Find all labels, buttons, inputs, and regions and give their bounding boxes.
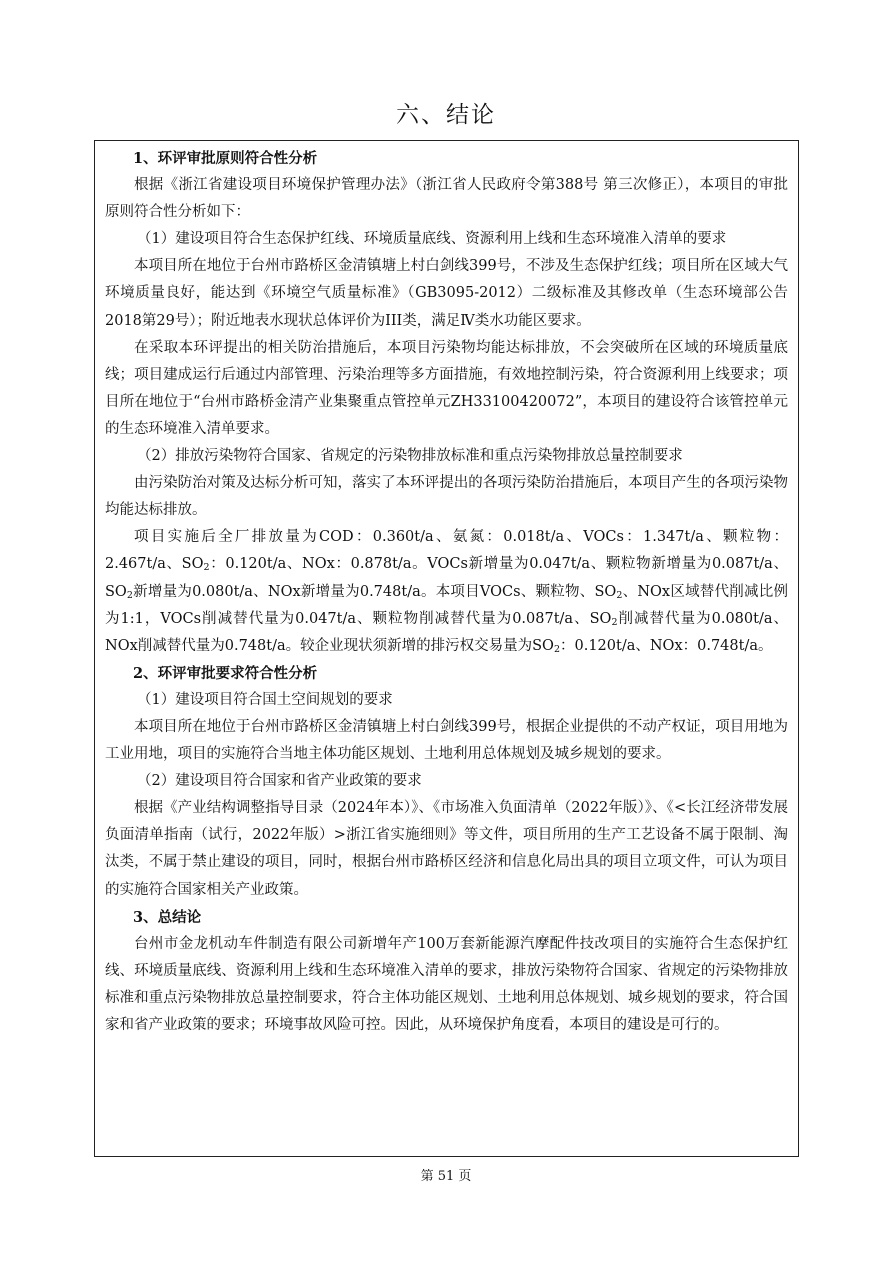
emissions-text-d: 、NOx区域替代削减比例为1:1，VOCs削减替代量为0.047t/a、颗粒物削减替代量为0.087t/a、SO xyxy=(105,583,788,627)
subscript-2: 2 xyxy=(611,616,618,628)
emissions-text-e: 削减替代量为0.080t/a、NOx削减替代量为0.748t/a。较企业现状须新增的排污权交易量为SO xyxy=(105,610,788,654)
subscript-2: 2 xyxy=(616,589,623,601)
section-1-paragraph-1: 本项目所在地位于台州市路桥区金清镇塘上村白剑线399号，不涉及生态保护红线；项目所在区域大气环境质量良好，能达到《环境空气质量标准》（GB3095-2012）二级标准及其修改单（生态环境部公告2018第29号）；附近地表水现状总体评价为III类，满足Ⅳ类水功能区要求。 xyxy=(105,258,788,329)
subscript-2: 2 xyxy=(126,589,133,601)
conclusion-content xyxy=(95,141,798,1039)
subscript-2: 2 xyxy=(203,562,210,574)
section-1-paragraph-3: 由污染防治对策及达标分析可知，落实了本环评提出的各项污染防治措施后，本项目产生的各项污染物均能达标排放。 xyxy=(105,475,788,519)
section-3-paragraph-1: 台州市金龙机动车件制造有限公司新增年产100万套新能源汽摩配件技改项目的实施符合生态保护红线、环境质量底线、资源利用上线和生态环境准入清单的要求，排放污染物符合国家、省规定的污染物排放标准和重点污染物排放总量控制要求，符合主体功能区规划、土地利用总体规划、城乡规划的要求，符合国家和省产业政策的要求；环境事故风险可控。因此，从环境保护角度看，本项目的建设是可行的。 xyxy=(105,935,788,1033)
conclusion-table xyxy=(94,140,799,1157)
emissions-text-b: ：0.120t/a、NOx：0.878t/a。VOCs新增量为0.047t/a、颗粒物新增量为0.087t/a、SO xyxy=(105,556,788,600)
section-1-sub-1: （1）建设项目符合生态保护红线、环境质量底线、资源利用上线和生态环境准入清单的要求 xyxy=(137,231,727,248)
section-1-emissions-paragraph xyxy=(105,524,788,659)
subscript-2: 2 xyxy=(553,643,560,655)
section-1-intro: 根据《浙江省建设项目环境保护管理办法》（浙江省人民政府令第388号 第三次修正），本项目的审批原则符合性分析如下： xyxy=(105,177,788,221)
emissions-text-f: ：0.120t/a、NOx：0.748t/a。 xyxy=(560,637,773,654)
section-2-sub-2: （2）建设项目符合国家和省产业政策的要求 xyxy=(137,773,422,790)
emissions-text-a: 项目实施后全厂排放量为COD：0.360t/a、氨氮：0.018t/a、VOCs：1.347t/a、颗粒物：2.467t/a、SO xyxy=(105,529,788,573)
section-1-heading: 1、环评审批原则符合性分析 xyxy=(133,150,318,167)
section-1-sub-2: （2）排放污染物符合国家、省规定的污染物排放标准和重点污染物排放总量控制要求 xyxy=(137,448,683,465)
section-2-heading: 2、环评审批要求符合性分析 xyxy=(133,664,318,682)
page-title: 六、结论 xyxy=(396,102,496,128)
section-1-paragraph-2: 在采取本环评提出的相关防治措施后，本项目污染物均能达标排放，不会突破所在区域的环境质量底线；项目建成运行后通过内部管理、污染治理等多方面措施，有效地控制污染，符合资源利用上线要求；项目所在地位于“台州市路桥金清产业集聚重点管控单元ZH33100420072”，本项目的建设符合该管控单元的生态环境准入清单要求。 xyxy=(105,339,788,437)
page-number: 第 51 页 xyxy=(420,1169,472,1184)
section-2-paragraph-1: 本项目所在地位于台州市路桥区金清镇塘上村白剑线399号，根据企业提供的不动产权证，项目用地为工业用地，项目的实施符合当地主体功能区规划、土地利用总体规划及城乡规划的要求。 xyxy=(105,718,788,763)
emissions-text-c: 新增量为0.080t/a、NOx新增量为0.748t/a。本项目VOCs、颗粒物、SO xyxy=(132,583,617,600)
section-2-paragraph-2: 根据《产业结构调整指导目录（2024年本）》、《市场准入负面清单（2022年版）》、《<长江经济带发展负面清单指南（试行，2022年版）>浙江省实施细则》等文件，项目所用的生产工艺设备不属于限制、淘汰类，不属于禁止建设的项目，同时，根据台州市路桥区经济和信息化局出具的项目立项文件，可认为项目的实施符合国家相关产业政策。 xyxy=(105,800,788,898)
section-3-heading: 3、总结论 xyxy=(133,908,202,926)
section-2-sub-1: （1）建设项目符合国土空间规划的要求 xyxy=(137,691,393,708)
